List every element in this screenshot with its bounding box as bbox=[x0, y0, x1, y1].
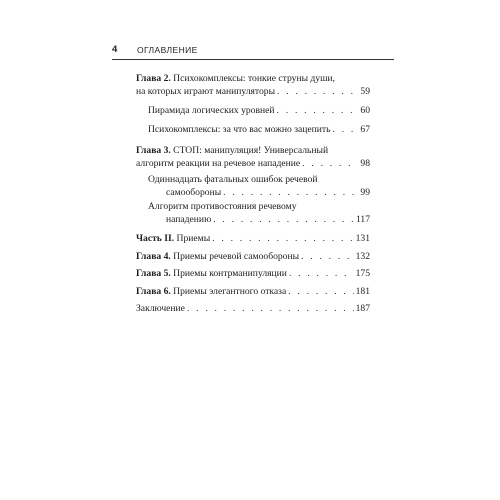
toc-entry-title: на которых играют манипуляторы bbox=[136, 85, 276, 97]
toc-entry-title: алгоритм реакции на речевое нападение bbox=[136, 157, 301, 169]
toc-entry-title: Приемы элегантного отказа bbox=[170, 286, 287, 297]
toc-entry-page: 181 bbox=[355, 286, 370, 297]
running-head bbox=[112, 44, 394, 58]
toc-entry-page: 98 bbox=[360, 157, 370, 169]
toc-entry-label: Глава 3. bbox=[136, 145, 171, 156]
page-number: 4 bbox=[112, 44, 118, 55]
toc-entry-label: Часть II. bbox=[136, 233, 175, 244]
toc-entry-page: 59 bbox=[360, 85, 370, 97]
leader-dots bbox=[302, 158, 358, 171]
toc-entry-page: 131 bbox=[355, 233, 370, 244]
toc-entry-page: 175 bbox=[355, 268, 370, 279]
toc-entry-chapter-3[interactable] bbox=[136, 145, 370, 170]
running-head-title: ОГЛАВЛЕНИЕ bbox=[137, 45, 198, 55]
toc-entry-label: Глава 6. bbox=[136, 286, 171, 297]
toc-entry-page: 187 bbox=[355, 303, 370, 314]
leader-dots bbox=[213, 214, 354, 227]
toc-entry-label: Глава 4. bbox=[136, 251, 171, 262]
leader-dots bbox=[289, 268, 354, 281]
toc-entry-title: Приемы контрманипуляции bbox=[170, 268, 287, 279]
toc-entry-page: 132 bbox=[355, 251, 370, 262]
leader-dots bbox=[277, 86, 358, 99]
leader-dots bbox=[223, 187, 358, 200]
toc-entry-part-2[interactable] bbox=[136, 233, 370, 246]
toc-entry-section[interactable] bbox=[148, 124, 370, 137]
toc-entry-title-line1: СТОП: манипуляция! Универсальный bbox=[170, 145, 329, 156]
toc-entry-section[interactable] bbox=[148, 174, 370, 199]
header-rule bbox=[112, 59, 394, 60]
toc-entry-page: 60 bbox=[360, 105, 370, 116]
toc-entry-chapter-2[interactable] bbox=[136, 73, 370, 98]
toc-entry-section[interactable] bbox=[148, 105, 370, 118]
toc-entry-title: Психокомплексы: за что вас можно зацепить bbox=[148, 124, 331, 135]
toc-entry-title: Приемы bbox=[174, 233, 211, 244]
toc-entry-title: самообороны bbox=[166, 186, 222, 198]
toc-entry-label: Глава 5. bbox=[136, 268, 171, 279]
toc-entry-label: Глава 2. bbox=[136, 73, 171, 84]
leader-dots bbox=[301, 251, 354, 264]
toc-entry-title: нападению bbox=[166, 213, 212, 225]
toc-entry-page: 117 bbox=[355, 213, 370, 225]
toc-entry-title-line1: Алгоритм противостояния речевому bbox=[148, 201, 297, 212]
toc-entry-chapter-5[interactable] bbox=[136, 268, 370, 281]
toc-entry-title-line1: Психокомплексы: тонкие струны души, bbox=[170, 73, 336, 84]
toc-entry-conclusion[interactable] bbox=[136, 303, 370, 316]
toc-entry-page: 67 bbox=[360, 124, 370, 135]
toc-entry-title: Заключение bbox=[136, 303, 185, 314]
toc-entry-title: Пирамида логических уровней bbox=[148, 105, 275, 116]
leader-dots bbox=[288, 286, 353, 299]
leader-dots bbox=[212, 233, 353, 246]
toc-entry-page: 99 bbox=[360, 186, 370, 198]
leader-dots bbox=[277, 105, 359, 118]
toc-entry-chapter-4[interactable] bbox=[136, 251, 370, 264]
toc-entry-title: Приемы речевой самообороны bbox=[170, 251, 300, 262]
leader-dots bbox=[187, 303, 354, 316]
leader-dots bbox=[333, 124, 359, 137]
toc-entry-title-line1: Одиннадцать фатальных ошибок речевой bbox=[148, 174, 318, 185]
toc-entry-section[interactable] bbox=[148, 201, 370, 226]
toc-entry-chapter-6[interactable] bbox=[136, 286, 370, 299]
